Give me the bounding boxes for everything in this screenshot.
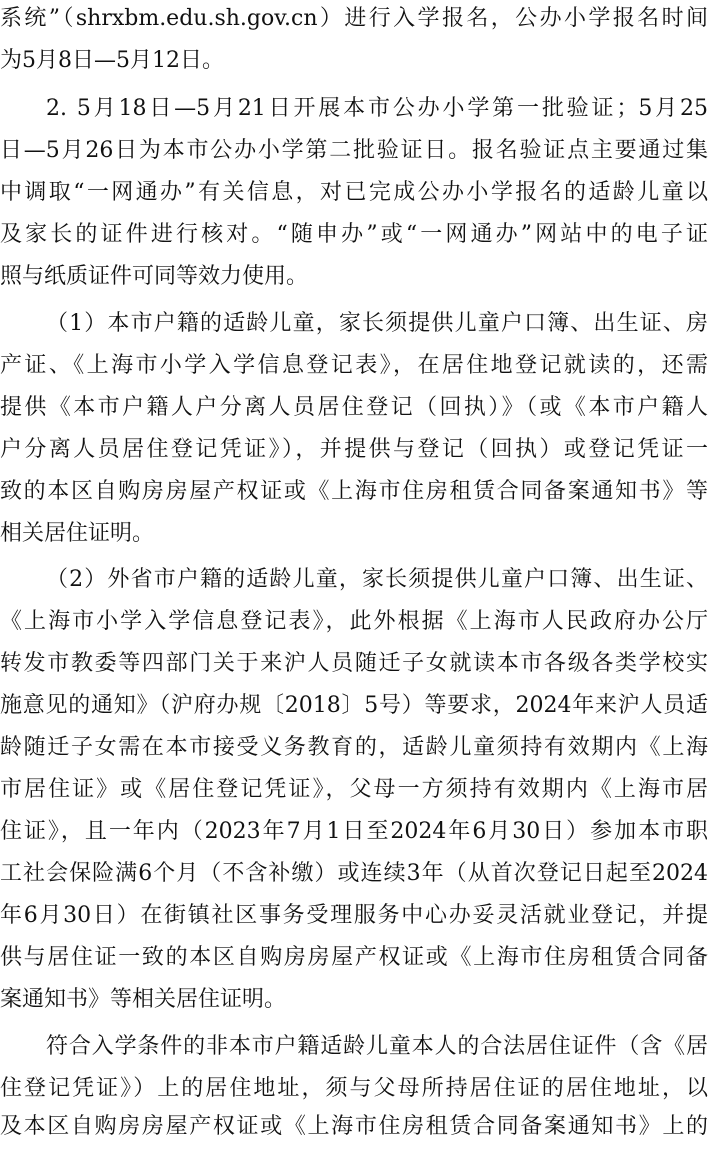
text-line: 提供《本市户籍人户分离人员居住登记（回执）》（或《本市户籍人 [0,395,708,420]
text-line: 施意见的通知》（沪府办规〔2018〕5号）等要求，2024年来沪人员适 [0,693,708,718]
text-line: 致的本区自购房房屋产权证或《上海市住房租赁合同备案通知书》等 [0,479,708,504]
text-line: （1）本市户籍的适龄儿童，家长须提供儿童户口簿、出生证、房 [46,311,708,336]
text-line: 工社会保险满6个月（不含补缴）或连续3年（从首次登记日起至2024 [0,861,708,886]
text-line: 系统”（shrxbm.edu.sh.gov.cn）进行入学报名，公办小学报名时间 [0,6,708,31]
text-line: 住证》，且一年内（2023年7月1日至2024年6月30日）参加本市职 [0,819,708,844]
text-line: 2. 5月18日—5月21日开展本市公办小学第一批验证；5月25 [46,96,708,121]
text-line: 户分离人员居住登记凭证》），并提供与登记（回执）或登记凭证一 [0,437,708,462]
text-line: 供与居住证一致的本区自购房房屋产权证或《上海市住房租赁合同备 [0,945,708,970]
text-line: 《上海市小学入学信息登记表》，此外根据《上海市人民政府办公厅 [0,609,708,634]
text-line: 相关居住证明。 [0,521,155,546]
text-line: 符合入学条件的非本市户籍适龄儿童本人的合法居住证件（含《居 [46,1034,708,1059]
text-line: 住登记凭证》）上的居住地址，须与父母所持居住证的居住地址，以 [0,1076,708,1101]
text-line: 案通知书》等相关居住证明。 [0,987,287,1012]
text-line: 年6月30日）在街镇社区事务受理服务中心办妥灵活就业登记，并提 [0,903,708,928]
text-line: 转发市教委等四部门关于来沪人员随迁子女就读本市各级各类学校实 [0,651,708,676]
text-line: 为5月8日—5月12日。 [0,48,224,73]
text-line: 龄随迁子女需在本市接受义务教育的，适龄儿童须持有效期内《上海 [0,735,708,760]
text-line: 照与纸质证件可同等效力使用。 [0,264,309,289]
text-line: （2）外省市户籍的适龄儿童，家长须提供儿童户口簿、出生证、 [46,567,708,592]
text-line: 产证、《上海市小学入学信息登记表》，在居住地登记就读的，还需 [0,353,708,378]
text-line: 及家长的证件进行核对。“随申办”或“一网通办”网站中的电子证 [0,222,708,247]
text-line: 中调取“一网通办”有关信息，对已完成公办小学报名的适龄儿童以 [0,180,708,205]
text-line: 日—5月26日为本市公办小学第二批验证日。报名验证点主要通过集 [0,138,708,163]
text-line: 及本区自购房房屋产权证或《上海市住房租赁合同备案通知书》上的 [0,1114,708,1139]
text-line: 市居住证》或《居住登记凭证》，父母一方须持有效期内《上海市居 [0,777,708,802]
